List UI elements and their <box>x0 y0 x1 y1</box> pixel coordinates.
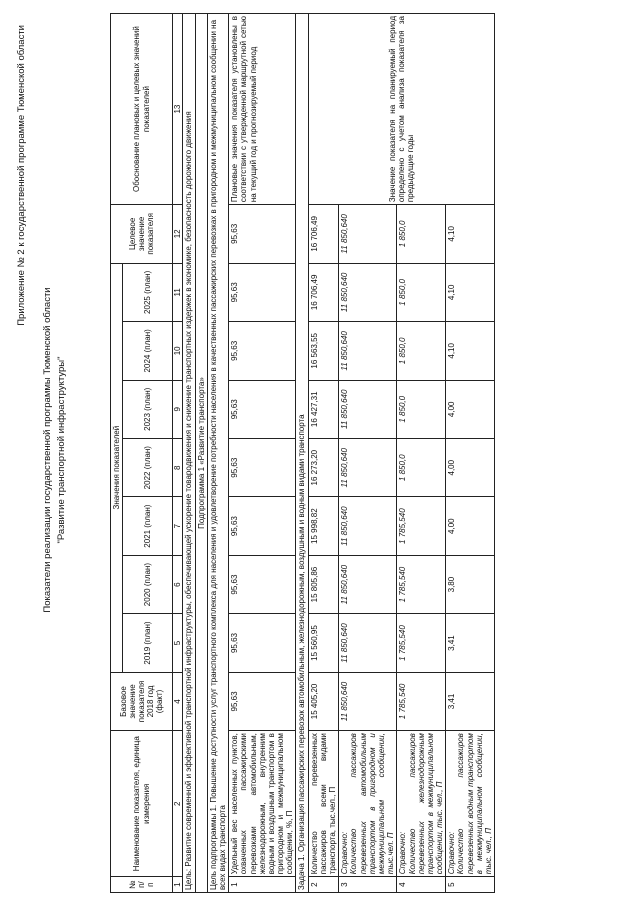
year-value: 11 850,640 <box>339 438 397 496</box>
header-year: 2025 (план) <box>123 263 173 322</box>
goal-row: Цель: Развитие современной и эффективной транспортной инфраструктуры, обеспечивающей ускорение товародвижения и снижение транспортных издержек в экономике, безопасность дорожного движения <box>183 14 195 893</box>
indicator-name: Количество пассажиров перевезенных автомобильным транспортом в пригородном и межмуниципальном сообщении, тыс.чел. П <box>349 733 396 875</box>
year-value: 95,63 <box>229 497 296 555</box>
year-value: 16 427,31 <box>308 380 339 438</box>
header-year: 2024 (план) <box>123 322 173 380</box>
column-number: 1 <box>173 877 183 893</box>
column-number: 11 <box>173 263 183 322</box>
year-value: 1 850,0 <box>397 380 446 438</box>
column-number: 10 <box>173 322 183 380</box>
column-number: 9 <box>173 380 183 438</box>
row-number: 5 <box>446 877 495 893</box>
year-value: 11 850,640 <box>339 614 397 672</box>
year-value: 16 706,49 <box>308 263 339 322</box>
year-value: 15 998,82 <box>308 497 339 555</box>
indicator-name: Удельный вес населенных пунктов, охваченных пассажирскими перевозками автомобильным, железнодорожным, внутренним водным и воздушным транспортом в пригородном и межмуниципальном сообщении, %, П <box>229 731 296 877</box>
row-number: 3 <box>339 877 397 893</box>
target-value: 1 850,0 <box>397 205 446 263</box>
table-row <box>229 14 296 893</box>
target-value: 4,10 <box>446 205 495 263</box>
row-number: 1 <box>229 877 296 893</box>
target-value: 16 706,49 <box>308 205 339 263</box>
base-value: 15 405,20 <box>308 672 339 730</box>
base-value: 11 850,640 <box>339 672 397 730</box>
year-value: 4,00 <box>446 380 495 438</box>
target-value: 11 850,640 <box>339 205 397 263</box>
header-year: 2020 (план) <box>123 555 173 613</box>
appendix-note: Приложение № 2 к государственной программе Тюменской области <box>16 25 27 326</box>
year-value: 1 785,540 <box>397 555 446 613</box>
header-year: 2019 (план) <box>123 614 173 672</box>
column-number: 5 <box>173 614 183 672</box>
year-value: 4,00 <box>446 497 495 555</box>
column-number: 4 <box>173 672 183 730</box>
base-value: 3,41 <box>446 672 495 730</box>
year-value: 15 560,95 <box>308 614 339 672</box>
header-name: Наименование показателя, единица измерения <box>111 731 173 877</box>
year-value: 4,10 <box>446 263 495 322</box>
year-value: 3,41 <box>446 614 495 672</box>
row-number: 4 <box>397 877 446 893</box>
reference-label: Справочно: <box>340 831 350 875</box>
year-value: 95,63 <box>229 614 296 672</box>
row-number: 2 <box>308 877 339 893</box>
year-value: 1 850,0 <box>397 322 446 380</box>
target-value: 95,63 <box>229 205 296 263</box>
subprogram-row: Подпрограмма 1 «Развитие транспорта» <box>195 14 207 893</box>
table-row <box>308 14 339 893</box>
header-target: Целевое значение показателя <box>111 205 173 263</box>
subgoal-row: Цель подпрограммы 1. Повышение доступности услуг транспортного комплекса для населения и удовлетворение потребности населения в качественных пассажирских перевозках в пригородном и межмуниципальном сообщении на всех видах транспорта <box>207 14 228 893</box>
reference-label: Справочно: <box>398 831 408 875</box>
indicator-name: Количество перевезенных пассажиров всеми видами транспорта, тыс.чел., П <box>308 731 339 877</box>
column-number: 13 <box>173 14 183 205</box>
year-value: 4,10 <box>446 322 495 380</box>
column-number: 7 <box>173 497 183 555</box>
year-value: 1 850,0 <box>397 263 446 322</box>
year-value: 16 273,20 <box>308 438 339 496</box>
year-value: 95,63 <box>229 263 296 322</box>
header-values-group: Значения показателей <box>111 263 123 672</box>
header-justification: Обоснование плановых и целевых значений показателей <box>111 14 173 205</box>
year-value: 3,80 <box>446 555 495 613</box>
indicators-table <box>110 13 495 893</box>
year-value: 11 850,640 <box>339 380 397 438</box>
header-base: Базовое значение показателя 2018 год (факт) <box>111 672 173 730</box>
year-value: 11 850,640 <box>339 263 397 322</box>
justification: Плановые значения показателя установлены в соответствии с утвержденной маршрутной сетью на текущий год и прогнозируемый период <box>229 14 296 205</box>
column-number: 12 <box>173 205 183 263</box>
task-row: Задача 1. Организация пассажирских перевозок автомобильным, железнодорожным, воздушным и водным видами транспорта <box>296 14 308 893</box>
program-name: "Развитие транспортной инфраструктуры" <box>56 356 67 544</box>
year-value: 16 563,55 <box>308 322 339 380</box>
column-number: 2 <box>173 731 183 877</box>
year-value: 1 785,540 <box>397 497 446 555</box>
year-value: 1 785,540 <box>397 614 446 672</box>
year-value: 4,00 <box>446 438 495 496</box>
header-num: № п/ п <box>111 877 173 893</box>
justification: Значение показателя на планируемый период определено с учетом анализа показателя за предыдущие годы <box>308 14 495 205</box>
column-number: 6 <box>173 555 183 613</box>
year-value: 11 850,640 <box>339 322 397 380</box>
header-year: 2021 (план) <box>123 497 173 555</box>
indicator-name: Количество пассажиров перевезенных водным транспортом в межмуниципальном сообщении, тыс. чел., П <box>456 733 493 875</box>
year-value: 15 805,86 <box>308 555 339 613</box>
base-value: 1 785,540 <box>397 672 446 730</box>
page-title: Показатели реализации государственной программы Тюменской области <box>42 287 53 613</box>
base-value: 95,63 <box>229 672 296 730</box>
year-value: 95,63 <box>229 322 296 380</box>
year-value: 95,63 <box>229 380 296 438</box>
reference-label: Справочно: <box>447 831 457 875</box>
year-value: 11 850,640 <box>339 555 397 613</box>
header-year: 2022 (план) <box>123 438 173 496</box>
column-number: 8 <box>173 438 183 496</box>
indicator-name: Количество пассажиров перевезенных железнодорожным транспортом в межмуниципальном сообщении, тыс. чел., П <box>407 733 445 875</box>
year-value: 11 850,640 <box>339 497 397 555</box>
year-value: 1 850,0 <box>397 438 446 496</box>
year-value: 95,63 <box>229 438 296 496</box>
year-value: 95,63 <box>229 555 296 613</box>
header-year: 2023 (план) <box>123 380 173 438</box>
